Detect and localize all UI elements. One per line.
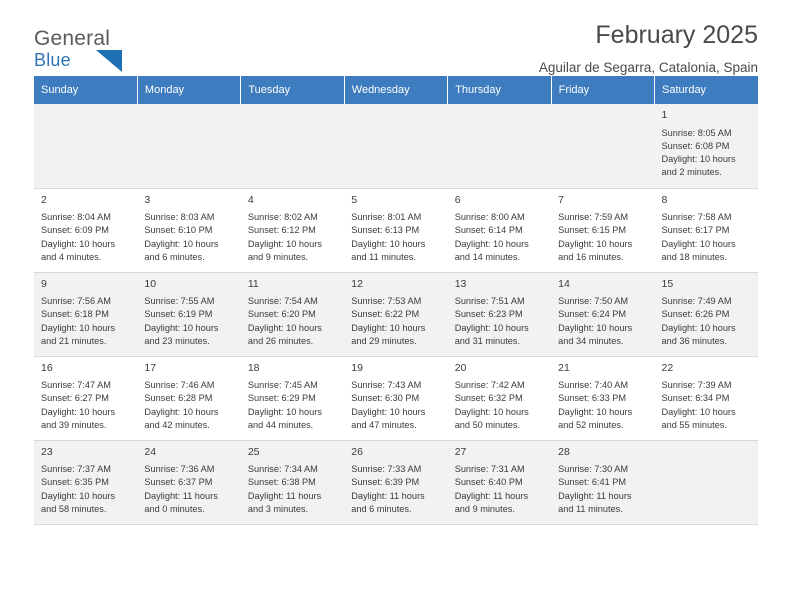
day-info-line: Daylight: 10 hours <box>661 238 736 249</box>
day-info-line: Daylight: 10 hours <box>41 322 116 333</box>
day-info-line: and 55 minutes. <box>661 419 727 430</box>
day-number: 5 <box>351 193 358 206</box>
day-info-line: Sunrise: 7:30 AM <box>558 464 629 475</box>
day-number: 21 <box>558 361 570 374</box>
day-info-line: Sunrise: 8:00 AM <box>454 212 525 223</box>
location-subtitle: Aguilar de Segarra, Catalonia, Spain <box>538 59 758 75</box>
day-info-line: and 14 minutes. <box>454 251 521 262</box>
day-info-line: Sunset: 6:29 PM <box>247 393 316 404</box>
page-title: February 2025 <box>595 21 758 49</box>
day-info-line: Sunset: 6:39 PM <box>351 477 420 488</box>
calendar-week-row <box>34 272 758 356</box>
day-info-line: Sunrise: 7:31 AM <box>454 464 525 475</box>
day-info-line: Daylight: 11 hours <box>144 490 218 501</box>
day-info-line: Sunrise: 7:40 AM <box>558 380 629 391</box>
day-info-line: Daylight: 10 hours <box>558 406 633 417</box>
day-info-line: and 52 minutes. <box>558 419 624 430</box>
weekday-header-sunday: Sunday <box>34 76 137 104</box>
day-info-line: Sunrise: 7:33 AM <box>351 464 422 475</box>
day-info-line: Daylight: 11 hours <box>247 490 322 501</box>
day-number: 24 <box>144 445 157 458</box>
calendar-day-cell <box>344 188 447 272</box>
day-info-line: Sunrise: 7:51 AM <box>454 296 525 307</box>
day-info-line: Sunset: 6:27 PM <box>41 393 109 404</box>
day-info-line: Daylight: 10 hours <box>144 238 219 249</box>
day-info-line: and 2 minutes. <box>661 167 722 178</box>
day-info-line: Sunrise: 7:34 AM <box>247 464 318 475</box>
day-info-line: Sunrise: 7:39 AM <box>661 380 732 391</box>
day-info-line: Sunrise: 7:56 AM <box>41 296 111 307</box>
day-info-line: Sunrise: 7:36 AM <box>144 464 215 475</box>
day-info-line: Sunrise: 7:37 AM <box>41 464 111 475</box>
day-info-line: Sunset: 6:24 PM <box>558 309 627 320</box>
calendar-day-cell <box>241 440 344 524</box>
day-info-line: Sunrise: 8:02 AM <box>247 212 318 223</box>
day-info-line: and 16 minutes. <box>558 251 624 262</box>
day-info-line: and 9 minutes. <box>454 503 515 514</box>
day-number: 7 <box>558 193 564 206</box>
calendar-day-cell <box>655 356 758 440</box>
calendar-week-row <box>34 440 758 524</box>
day-info-line: Daylight: 10 hours <box>661 322 736 333</box>
day-number: 14 <box>558 277 570 290</box>
day-info-line: Sunrise: 7:58 AM <box>661 212 732 223</box>
calendar-day-cell <box>448 188 551 272</box>
day-info-line: Sunrise: 7:59 AM <box>558 212 629 223</box>
day-info-line: Daylight: 10 hours <box>351 238 426 249</box>
day-number: 11 <box>247 277 259 290</box>
day-number: 19 <box>351 361 363 374</box>
calendar-day-cell <box>34 272 137 356</box>
day-info-line: Sunset: 6:09 PM <box>41 225 109 236</box>
day-info-line: Sunset: 6:37 PM <box>144 477 213 488</box>
day-info-line: Daylight: 10 hours <box>144 322 219 333</box>
day-info-line: and 9 minutes. <box>247 251 309 262</box>
day-info-line: Sunset: 6:28 PM <box>144 393 213 404</box>
calendar-day-cell <box>448 356 551 440</box>
day-number: 18 <box>247 361 260 374</box>
day-info-line: Sunset: 6:19 PM <box>144 309 213 320</box>
day-info-line: and 42 minutes. <box>144 419 210 430</box>
day-info-line: and 6 minutes. <box>144 251 205 262</box>
calendar-day-cell <box>655 272 758 356</box>
day-info-line: and 47 minutes. <box>351 419 417 430</box>
page-header <box>34 0 758 74</box>
day-info-line: Daylight: 10 hours <box>558 322 633 333</box>
calendar-day-cell-empty <box>137 104 240 188</box>
day-info-line: Daylight: 10 hours <box>454 406 529 417</box>
day-info-line: Daylight: 10 hours <box>558 238 633 249</box>
calendar-day-cell-empty <box>34 104 137 188</box>
day-info-line: Sunrise: 7:49 AM <box>661 296 732 307</box>
day-number: 17 <box>144 361 157 374</box>
day-info-line: Daylight: 10 hours <box>351 406 426 417</box>
calendar-week-row <box>34 356 758 440</box>
day-info-line: Daylight: 11 hours <box>454 490 529 501</box>
logo-text-blue: Blue <box>34 50 71 70</box>
day-info-line: and 36 minutes. <box>661 335 727 346</box>
day-info-line: Daylight: 10 hours <box>41 406 116 417</box>
calendar-day-cell-empty <box>551 104 654 188</box>
logo-flag-icon <box>96 50 122 72</box>
day-info-line: Daylight: 10 hours <box>661 406 736 417</box>
weekday-header-wednesday: Wednesday <box>344 76 447 104</box>
day-number: 2 <box>41 193 47 206</box>
calendar-day-cell <box>137 356 240 440</box>
calendar-day-cell <box>551 188 654 272</box>
day-number: 10 <box>144 277 157 290</box>
day-info-line: and 50 minutes. <box>454 419 521 430</box>
day-number: 6 <box>454 193 461 206</box>
day-info-line: Sunset: 6:32 PM <box>454 393 523 404</box>
weekday-header-monday: Monday <box>137 76 240 104</box>
day-info-line: Sunset: 6:33 PM <box>558 393 627 404</box>
day-info-line: Sunrise: 8:04 AM <box>41 212 111 223</box>
day-info-line: Daylight: 10 hours <box>454 238 529 249</box>
day-info-line: and 6 minutes. <box>351 503 412 514</box>
day-info-line: Sunset: 6:30 PM <box>351 393 420 404</box>
day-info-line: Daylight: 10 hours <box>144 406 219 417</box>
calendar-day-cell <box>655 188 758 272</box>
day-info-line: Sunrise: 7:46 AM <box>144 380 215 391</box>
day-info-line: Daylight: 10 hours <box>41 238 116 249</box>
day-info-line: Sunset: 6:23 PM <box>454 309 523 320</box>
day-info-line: and 11 minutes. <box>351 251 416 262</box>
day-number: 28 <box>558 445 570 458</box>
day-info-line: Sunset: 6:10 PM <box>144 225 213 236</box>
day-info-line: Daylight: 11 hours <box>351 490 425 501</box>
day-info-line: Sunset: 6:22 PM <box>351 309 420 320</box>
day-info-line: and 58 minutes. <box>41 503 107 514</box>
day-info-line: Daylight: 10 hours <box>247 238 322 249</box>
day-info-line: Daylight: 10 hours <box>247 406 322 417</box>
day-info-line: Sunset: 6:40 PM <box>454 477 523 488</box>
day-number: 13 <box>454 277 467 290</box>
day-info-line: and 23 minutes. <box>144 335 210 346</box>
day-info-line: and 0 minutes. <box>144 503 205 514</box>
day-info-line: Sunset: 6:12 PM <box>247 225 316 236</box>
day-info-line: Sunrise: 8:01 AM <box>351 212 422 223</box>
calendar-day-cell <box>448 272 551 356</box>
day-info-line: Sunrise: 7:45 AM <box>247 380 318 391</box>
sunrise-sunset-calendar <box>34 76 758 525</box>
calendar-week-row <box>34 188 758 272</box>
day-info-line: and 4 minutes. <box>41 251 102 262</box>
calendar-day-cell <box>551 440 654 524</box>
title-block <box>539 22 758 75</box>
day-number: 26 <box>351 445 363 458</box>
day-info-line: Sunset: 6:26 PM <box>661 309 730 320</box>
day-info-line: Daylight: 10 hours <box>661 154 736 165</box>
calendar-day-cell <box>448 440 551 524</box>
day-info-line: and 29 minutes. <box>351 335 417 346</box>
day-info-line: Sunrise: 7:42 AM <box>454 380 525 391</box>
weekday-header-thursday: Thursday <box>448 76 551 104</box>
day-info-line: and 3 minutes. <box>247 503 309 514</box>
calendar-day-cell <box>551 272 654 356</box>
calendar-day-cell <box>34 440 137 524</box>
day-info-line: and 39 minutes. <box>41 419 107 430</box>
day-info-line: Sunset: 6:13 PM <box>351 225 420 236</box>
day-info-line: Sunrise: 7:53 AM <box>351 296 422 307</box>
day-info-line: and 21 minutes. <box>41 335 107 346</box>
day-info-line: Daylight: 10 hours <box>454 322 529 333</box>
generalblue-logo <box>34 28 110 69</box>
day-info-line: Sunset: 6:14 PM <box>454 225 523 236</box>
day-number: 1 <box>661 109 668 121</box>
day-info-line: Daylight: 10 hours <box>247 322 322 333</box>
day-info-line: Sunset: 6:34 PM <box>661 393 730 404</box>
calendar-day-cell <box>344 272 447 356</box>
calendar-day-cell <box>241 356 344 440</box>
day-info-line: Sunrise: 8:03 AM <box>144 212 215 223</box>
calendar-day-cell <box>137 440 240 524</box>
weekday-header-friday: Friday <box>551 76 654 104</box>
calendar-day-cell <box>34 188 137 272</box>
day-info-line: Sunset: 6:18 PM <box>41 309 109 320</box>
day-info-line: and 34 minutes. <box>558 335 624 346</box>
day-info-line: Daylight: 10 hours <box>41 490 116 501</box>
day-number: 12 <box>351 277 363 290</box>
calendar-day-cell <box>241 188 344 272</box>
calendar-week-row <box>34 104 758 188</box>
day-number: 15 <box>661 277 674 290</box>
calendar-day-cell <box>655 104 758 188</box>
calendar-day-cell <box>551 356 654 440</box>
calendar-day-cell <box>137 188 240 272</box>
day-number: 9 <box>41 277 47 290</box>
calendar-day-cell-empty <box>655 440 758 524</box>
day-info-line: Sunrise: 7:50 AM <box>558 296 629 307</box>
day-info-line: Sunset: 6:20 PM <box>247 309 316 320</box>
calendar-day-cell <box>137 272 240 356</box>
calendar-day-cell-empty <box>344 104 447 188</box>
calendar-day-cell <box>344 440 447 524</box>
day-info-line: Sunrise: 7:55 AM <box>144 296 215 307</box>
day-number: 3 <box>144 193 151 206</box>
day-info-line: and 18 minutes. <box>661 251 727 262</box>
weekday-header-saturday: Saturday <box>655 76 758 104</box>
day-number: 27 <box>454 445 467 458</box>
day-info-line: and 44 minutes. <box>247 419 314 430</box>
calendar-day-cell-empty <box>448 104 551 188</box>
calendar-day-cell-empty <box>241 104 344 188</box>
day-info-line: Sunrise: 7:54 AM <box>247 296 318 307</box>
day-info-line: Sunrise: 8:05 AM <box>661 127 732 138</box>
day-info-line: Sunset: 6:35 PM <box>41 477 109 488</box>
day-info-line: and 11 minutes. <box>558 503 623 514</box>
day-info-line: Sunset: 6:08 PM <box>661 140 730 151</box>
day-info-line: and 26 minutes. <box>247 335 314 346</box>
calendar-day-cell <box>34 356 137 440</box>
day-info-line: Sunset: 6:17 PM <box>661 225 730 236</box>
calendar-body <box>34 104 758 524</box>
day-info-line: Daylight: 10 hours <box>351 322 426 333</box>
day-info-line: and 31 minutes. <box>454 335 521 346</box>
calendar-day-cell <box>241 272 344 356</box>
logo-text-general: General <box>34 27 111 50</box>
day-info-line: Sunrise: 7:43 AM <box>351 380 422 391</box>
day-number: 25 <box>247 445 260 458</box>
day-number: 23 <box>41 445 53 458</box>
weekday-header-row <box>34 76 758 104</box>
day-number: 22 <box>661 361 674 374</box>
day-info-line: Sunset: 6:15 PM <box>558 225 627 236</box>
day-number: 20 <box>454 361 467 374</box>
day-number: 16 <box>41 361 53 374</box>
day-number: 4 <box>247 193 254 206</box>
weekday-header-tuesday: Tuesday <box>241 76 344 104</box>
day-info-line: Sunset: 6:38 PM <box>247 477 316 488</box>
day-info-line: Sunrise: 7:47 AM <box>41 380 111 391</box>
calendar-day-cell <box>344 356 447 440</box>
day-number: 8 <box>661 193 668 206</box>
day-info-line: Daylight: 11 hours <box>558 490 632 501</box>
day-info-line: Sunset: 6:41 PM <box>558 477 627 488</box>
